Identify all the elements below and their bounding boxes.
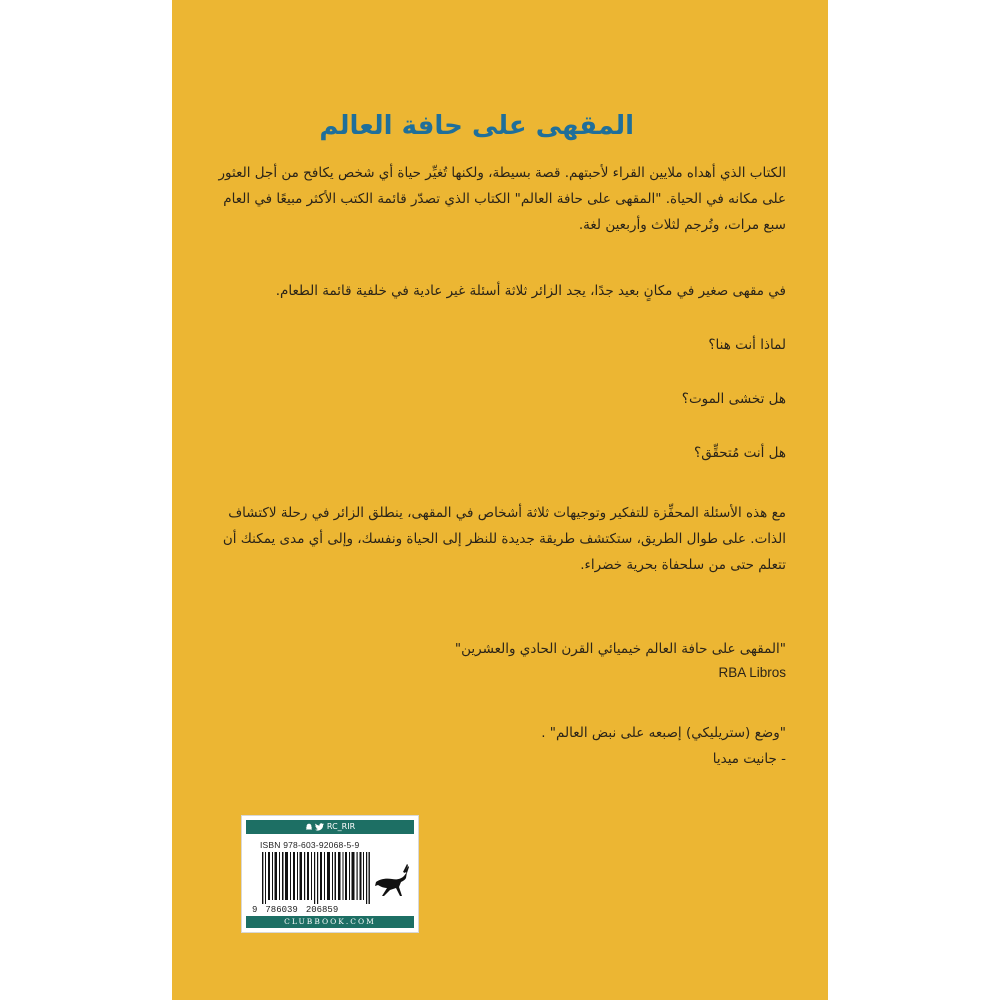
quote-1-text: "المقهى على حافة العالم خيميائي القرن الحادي والعشرين" — [454, 641, 786, 657]
quote-2-source: - جانيت ميديا — [712, 751, 786, 767]
social-band — [246, 820, 414, 834]
social-handle: RC_RIR — [326, 822, 356, 831]
barcode-digits — [252, 905, 376, 915]
barcode-digit-group-3: 206859 — [305, 905, 339, 915]
twitter-icon — [315, 823, 324, 831]
gazelle-logo-icon — [370, 860, 414, 904]
question-fear-death: هل تخشى الموت؟ — [681, 391, 786, 407]
setting-paragraph: في مقهى صغير في مكانٍ بعيد جدًا، يجد الزائر ثلاثة أسئلة غير عادية في خلفية قائمة الطعام. — [275, 283, 786, 299]
question-why-here: لماذا أنت هنا؟ — [708, 337, 786, 353]
barcode-bars — [262, 852, 370, 904]
barcode-label — [241, 815, 419, 933]
barcode-digit-group-1: 9 — [252, 905, 258, 915]
barcode-digit-group-2: 786039 — [265, 905, 298, 915]
quote-2-text: "وضع (ستريليكي) إصبعه على نبض العالم" . — [541, 725, 786, 741]
question-fulfilled: هل أنت مُتحقِّق؟ — [694, 445, 786, 461]
isbn-label: ISBN 978-603-92068-5-9 — [260, 840, 360, 850]
quote-1-source: RBA Libros — [718, 665, 786, 680]
snapchat-icon — [305, 823, 313, 831]
book-title: المقهى على حافة العالم — [319, 111, 634, 141]
publisher-website: CLUBBOOK.COM — [246, 916, 414, 928]
book-back-cover — [172, 0, 828, 1000]
intro-paragraph: الكتاب الذي أهداه ملايين القراء لأحبتهم. قصة بسيطة، ولكنها تُغيِّر حياة أي شخص يكافح من أجل العثور على مكانه في الحياة. "المقهى على حافة العالم" الكتاب الذي تصدّر قائمة الكتب الأكثر مبيعًا في العام سبع مرات، وتُرجم لثلاث وأربعين لغة. — [218, 165, 786, 233]
journey-paragraph: مع هذه الأسئلة المحفِّزة للتفكير وتوجيهات ثلاثة أشخاص في المقهى، ينطلق الزائر في رحلة لاكتشاف الذات. على طوال الطريق، ستكتشف طريقة جديدة للنظر إلى الحياة ونفسك، وإلى أي مدى يمكنك أن تتعلم حتى من سلحفاة بحرية خضراء. — [222, 505, 786, 573]
